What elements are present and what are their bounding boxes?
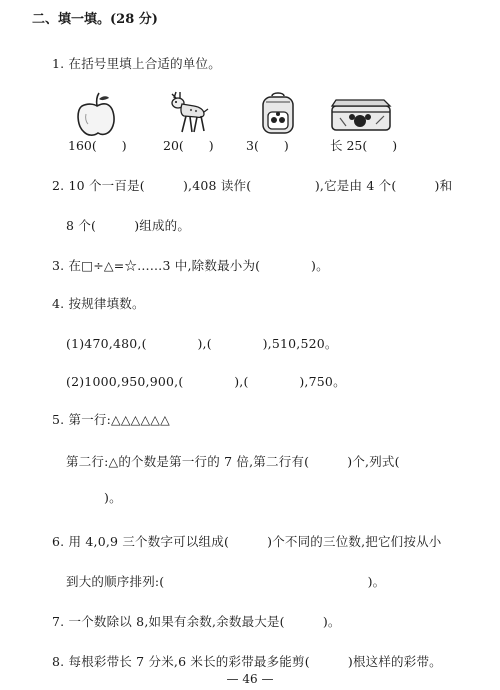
apple-unit-label: 160( )	[68, 138, 127, 153]
question-4-line-1: (1)470,480,( ),( ),510,520。	[66, 336, 338, 351]
pencil-case-icon	[332, 100, 390, 130]
section-title: 二、填一填。(28 分)	[32, 12, 158, 27]
question-2-line-2: 8 个( )组成的。	[66, 218, 191, 233]
deer-unit-label: 20( )	[163, 138, 214, 153]
question-7-text: 7. 一个数除以 8,如果有余数,余数最大是( )。	[52, 614, 341, 629]
question-5-line-2: 第二行:△的个数是第一行的 7 倍,第二行有( )个,列式(	[66, 454, 400, 469]
pencil-case-unit-label: 长 25( )	[330, 138, 398, 153]
deer-icon	[172, 92, 208, 132]
question-4-text: 4. 按规律填数。	[52, 296, 145, 311]
question-1-pictures	[72, 90, 462, 136]
page-number: — 46 —	[226, 672, 274, 686]
question-1-text: 1. 在括号里填上合适的单位。	[52, 56, 221, 71]
question-2-line-1: 2. 10 个一百是( ),408 读作( ),它是由 4 个( )和	[52, 178, 453, 193]
question-6-line-1: 6. 用 4,0,9 三个数字可以组成( )个不同的三位数,把它们按从小	[52, 534, 442, 549]
question-8-text: 8. 每根彩带长 7 分米,6 米长的彩带最多能剪( )根这样的彩带。	[52, 654, 442, 669]
backpack-icon	[263, 93, 293, 133]
question-6-line-2: 到大的顺序排列:( )。	[66, 574, 386, 589]
question-5-line-1: 5. 第一行:△△△△△△	[52, 412, 170, 427]
question-5-line-3: )。	[104, 490, 122, 505]
backpack-unit-label: 3( )	[246, 138, 289, 153]
question-3-text: 3. 在□÷△=☆……3 中,除数最小为( )。	[52, 258, 329, 273]
apple-icon	[78, 93, 114, 135]
question-4-line-2: (2)1000,950,900,( ),( ),750。	[66, 374, 346, 389]
